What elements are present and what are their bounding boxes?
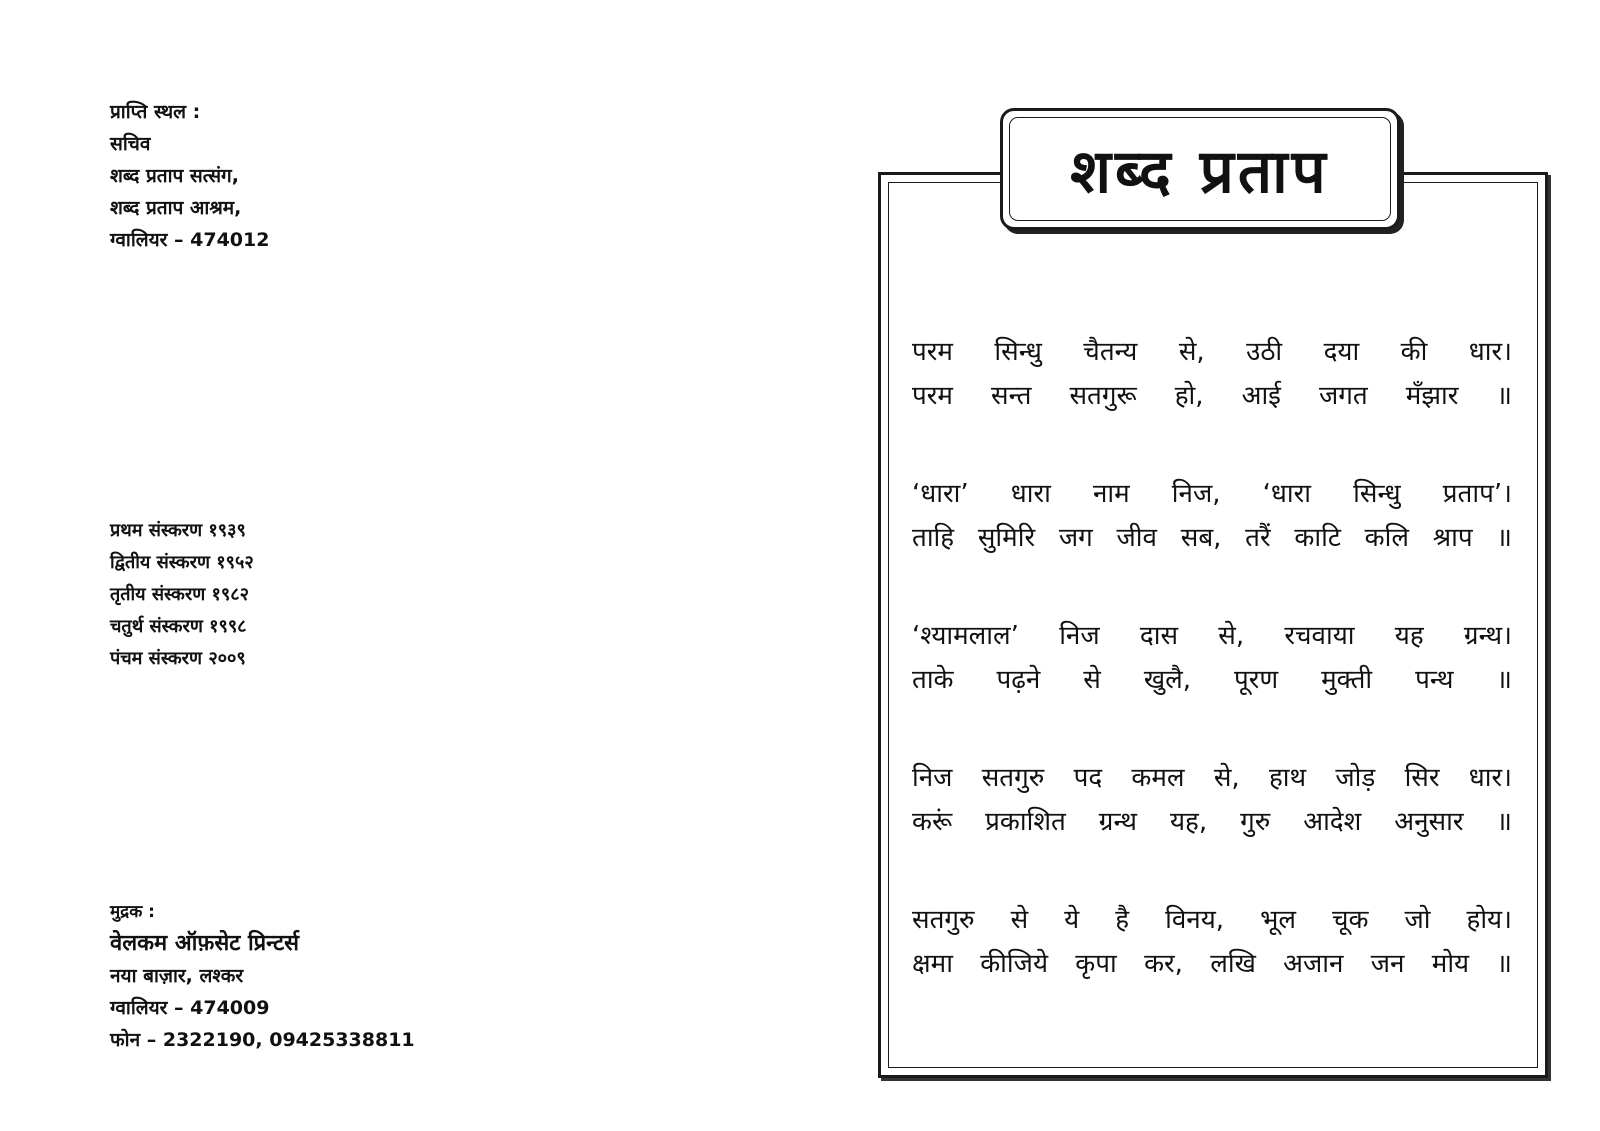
- availability-block: [110, 96, 269, 256]
- title-box: [1000, 108, 1400, 230]
- verse-line: निज सतगुरु पद कमल से, हाथ जोड़ सिर धार।: [912, 763, 1512, 793]
- edition-item: तृतीय संस्करण १९८२: [110, 584, 249, 605]
- availability-line: शब्द प्रताप सत्संग,: [110, 165, 239, 187]
- availability-label: प्राप्ति स्थल :: [110, 101, 201, 123]
- verse-line: ताके पढ़ने से खुलै, पूरण मुक्ती पन्थ ॥: [912, 665, 1512, 695]
- printer-line: ग्वालियर – 474009: [110, 997, 270, 1019]
- edition-item: पंचम संस्करण २००९: [110, 648, 246, 669]
- verse-line: ताहि सुमिरि जग जीव सब, तरैं काटि कलि श्राप ॥: [912, 523, 1512, 553]
- edition-item: द्वितीय संस्करण १९५२: [110, 552, 254, 573]
- stanza: [912, 330, 1512, 418]
- stanza: [912, 614, 1512, 702]
- edition-item: प्रथम संस्करण १९३९: [110, 520, 246, 541]
- verse-line: ‘श्यामलाल’ निज दास से, रचवाया यह ग्रन्थ।: [912, 621, 1512, 651]
- stanza: [912, 472, 1512, 560]
- availability-line: शब्द प्रताप आश्रम,: [110, 197, 242, 219]
- printer-line: फोन – 2322190, 09425338811: [110, 1029, 415, 1051]
- verse-line: सतगुरु से ये है विनय, भूल चूक जो होय।: [912, 905, 1512, 935]
- stanza: [912, 898, 1512, 986]
- edition-item: चतुर्थ संस्करण १९९८: [110, 616, 247, 637]
- verse-line: क्षमा कीजिये कृपा कर, लखि अजान जन मोय ॥: [912, 949, 1512, 979]
- editions-list: [110, 515, 254, 675]
- printer-block: [110, 896, 415, 1056]
- page-title: शब्द प्रताप: [1070, 137, 1330, 207]
- verses: [912, 330, 1512, 1040]
- verse-line: करूं प्रकाशित ग्रन्थ यह, गुरु आदेश अनुसार ॥: [912, 807, 1512, 837]
- availability-line: ग्वालियर – 474012: [110, 229, 270, 251]
- verse-line: परम सन्त सतगुरू हो, आई जगत मँझार ॥: [912, 381, 1512, 411]
- availability-line: सचिव: [110, 133, 151, 155]
- stanza: [912, 756, 1512, 844]
- verse-line: ‘धारा’ धारा नाम निज, ‘धारा सिन्धु प्रताप’।: [912, 479, 1512, 509]
- printer-name: वेलकम ऑफ़सेट प्रिन्टर्स: [110, 931, 300, 956]
- verse-line: परम सिन्धु चैतन्य से, उठी दया की धार।: [912, 337, 1512, 367]
- printer-label: मुद्रक :: [110, 902, 155, 922]
- printer-line: नया बाज़ार, लश्कर: [110, 965, 244, 987]
